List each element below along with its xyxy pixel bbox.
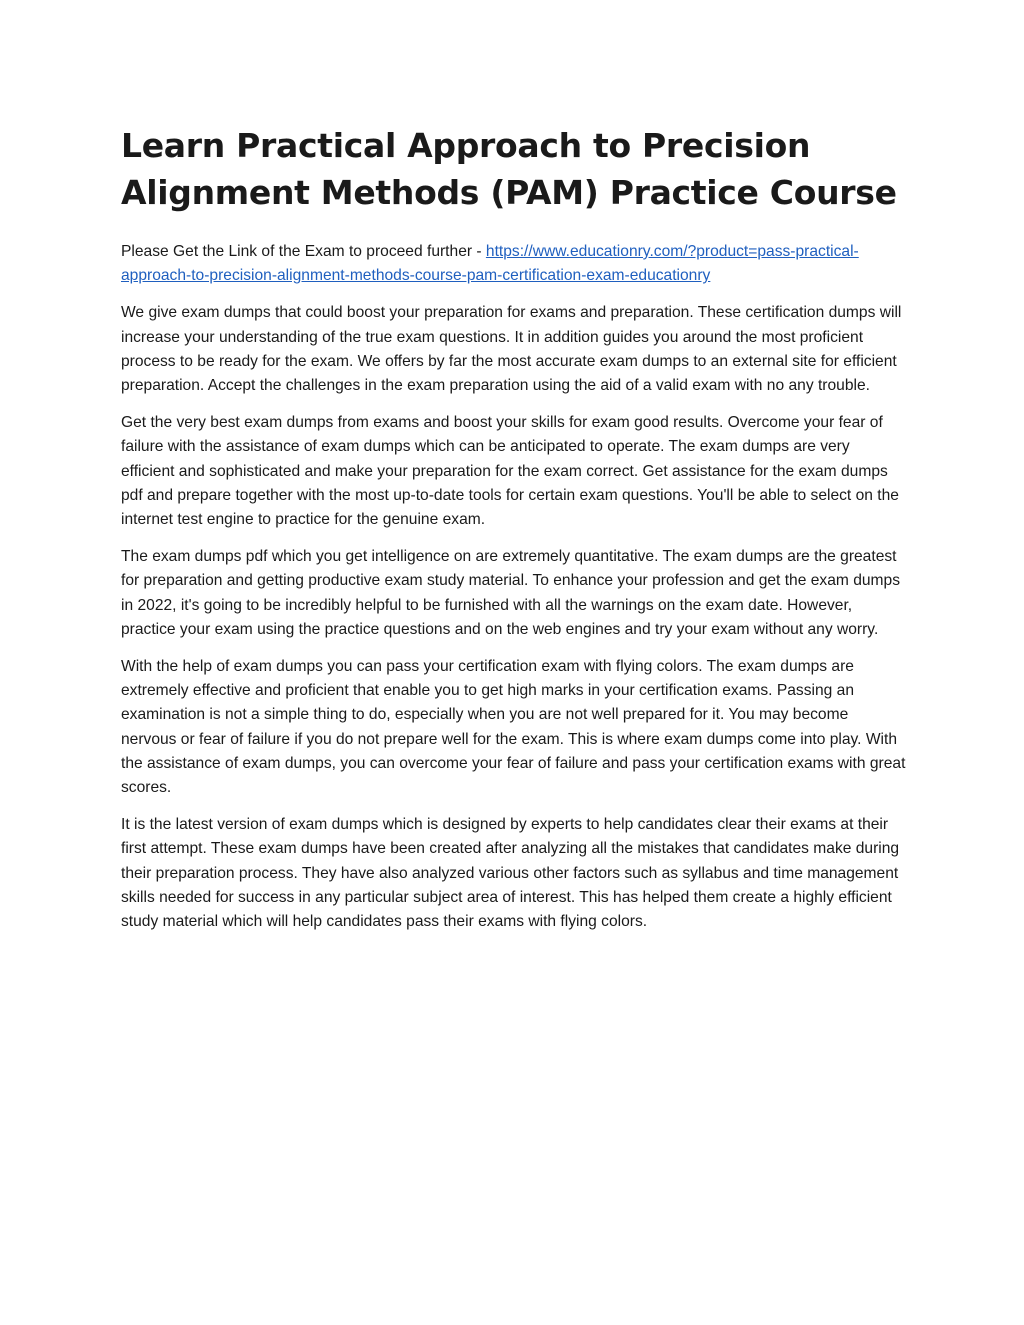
intro-text: Please Get the Link of the Exam to proceed further - (121, 243, 486, 260)
exam-link[interactable]: https://www.educationry.com/?product=pass-practical-approach-to-precision-alignment-methods-course-pam-certification-exam-educationry (121, 243, 859, 285)
body-paragraph-3: The exam dumps pdf which you get intelligence on are extremely quantitative. The exam dumps are the greatest for preparation and getting productive exam study material. To enhance your profession and get the exam dumps in 2022, it's going to be incredibly helpful to be furnished with all the warnings on the exam date. However, practice your exam using the practice questions and on the web engines and try your exam without any worry. (121, 548, 900, 638)
body-paragraph-2: Get the very best exam dumps from exams and boost your skills for exam good results. Overcome your fear of failure with the assistance of exam dumps which can be anticipated to operate. The exam dumps are very efficient and sophisticated and make your preparation for the exam correct. Get assistance for the exam dumps pdf and prepare together with the most up-to-date tools for certain exam questions. You'll be able to select on the internet test engine to practice for the genuine exam. (121, 414, 899, 529)
document-page (121, 122, 907, 947)
intro-paragraph (121, 240, 907, 288)
body-paragraph-1: We give exam dumps that could boost your preparation for exams and preparation. These certification dumps will increase your understanding of the true exam questions. It in addition guides you around the most proficient process to be ready for the exam. We offers by far the most accurate exam dumps to an external site for efficient preparation. Accept the challenges in the exam preparation using the aid of a valid exam with no any trouble. (121, 304, 902, 395)
body-paragraph-4: With the help of exam dumps you can pass your certification exam with flying colors. The exam dumps are extremely effective and proficient that enable you to get high marks in your certification exams. Passing an examination is not a simple thing to do, especially when you are not well prepared for it. You may become nervous or fear of failure if you do not prepare well for the exam. This is where exam dumps come into play. With the assistance of exam dumps, you can overcome your fear of failure and pass your certification exams with great scores. (121, 658, 906, 797)
body-paragraph-5: It is the latest version of exam dumps which is designed by experts to help candidates clear their exams at their first attempt. These exam dumps have been created after analyzing all the mistakes that candidates make during their preparation process. They have also analyzed various other factors such as syllabus and time management skills needed for success in any particular subject area of interest. This has helped them create a highly efficient study material which will help candidates pass their exams with flying colors. (121, 816, 900, 931)
document-title: Learn Practical Approach to Precision Alignment Methods (PAM) Practice Course (121, 126, 897, 212)
